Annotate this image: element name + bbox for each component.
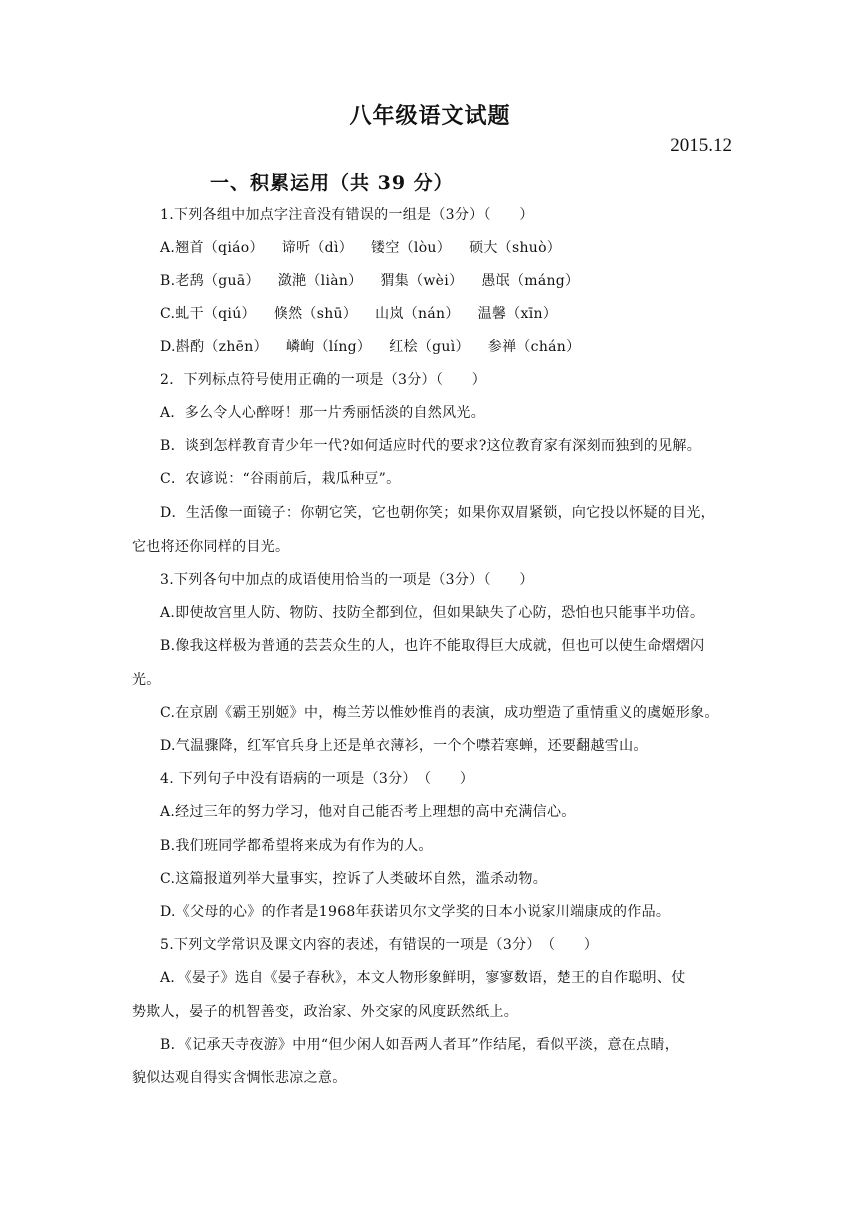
question-4: 4. 下列句子中没有语病的一项是（3分） （ ） [160, 771, 475, 787]
q1-d-item: 嶙峋（líng） [285, 339, 372, 355]
q3-option-d: D.气温骤降，红军官兵身上还是单衣薄衫，一个个噤若寒蝉，还要翻越雪山。 [160, 738, 648, 754]
q1-a-item: A.翘首（qiáo） [160, 240, 264, 256]
q2-option-b: B．谈到怎样教育青少年一代?如何适应时代的要求?这位教育家有深刻而独到的见解。 [160, 438, 701, 454]
exam-date: 2015.12 [670, 135, 732, 156]
q3-option-c: C.在京剧《霸王别姬》中，梅兰芳以惟妙惟肖的表演，成功塑造了重情重义的虞姬形象。 [160, 705, 719, 721]
q4-option-d: D.《父母的心》的作者是1968年获诺贝尔文学奖的日本小说家川端康成的作品。 [160, 904, 671, 920]
q1-option-b [160, 271, 735, 291]
exam-title: 八年级语文试题 [349, 103, 511, 129]
q5-option-b: B．《记承天寺夜游》中用“但少闲人如吾两人者耳”作结尾，看似平淡，意在点睛， [160, 1037, 679, 1053]
q3-option-b: B.像我这样极为普通的芸芸众生的人，也许不能取得巨大成就，但也可以使生命熠熠闪 [160, 638, 705, 654]
q4-option-b: B.我们班同学都希望将来成为有作为的人。 [160, 838, 433, 854]
q1-c-item: 山岚（nán） [375, 306, 460, 322]
q2-option-d-cont: 它也将还你同样的目光。 [132, 539, 290, 555]
q1-d-item: D.斟酌（zhēn） [160, 339, 268, 355]
q4-option-a: A.经过三年的努力学习，他对自己能否考上理想的高中充满信心。 [160, 804, 576, 820]
q5-option-b-cont: 貌似达观自得实含惆怅悲凉之意。 [132, 1070, 347, 1086]
q3-option-b-cont: 光。 [132, 672, 161, 688]
q1-d-item: 红桧（guì） [389, 339, 470, 355]
q2-option-c: C．农谚说：“谷雨前后，栽瓜种豆”。 [160, 471, 401, 487]
q1-a-item: 镂空（lòu） [371, 240, 452, 256]
q1-a-item: 硕大（shuò） [469, 240, 562, 256]
question-3: 3.下列各句中加点的成语使用恰当的一项是（3分）（ ） [160, 572, 534, 588]
q1-b-item: 猬集（wèi） [380, 273, 464, 289]
q3-option-a: A.即使故宫里人防、物防、技防全都到位，但如果缺失了心防，恐怕也只能事半功倍。 [160, 605, 705, 621]
q1-option-c [160, 304, 735, 324]
question-1: 1.下列各组中加点字注音没有错误的一组是（3分）（ ） [160, 207, 534, 223]
q1-b-item: B.老鸹（guā） [160, 273, 260, 289]
q1-c-item: 倏然（shū） [273, 306, 358, 322]
section-heading: 一、积累运用（共 39 分） [210, 172, 454, 194]
q1-c-item: 温馨（xīn） [477, 306, 558, 322]
q2-option-d: D．生活像一面镜子：你朝它笑，它也朝你笑；如果你双眉紧锁，向它投以怀疑的目光， [160, 505, 715, 521]
q1-option-a [160, 238, 735, 258]
q1-c-item: C.虬干（qiú） [160, 306, 256, 322]
q1-option-d [160, 337, 735, 357]
q1-a-item: 谛听（dì） [281, 240, 354, 256]
question-2: 2．下列标点符号使用正确的一项是（3分）（ ） [160, 372, 487, 388]
q1-b-item: 愚氓（máng） [481, 273, 580, 289]
q4-option-c: C.这篇报道列举大量事实，控诉了人类破坏自然，滥杀动物。 [160, 871, 548, 887]
q5-option-a: A．《晏子》选自《晏子春秋》，本文人物形象鲜明，寥寥数语，楚王的自作聪明、仗 [160, 970, 686, 986]
q2-option-a: A．多么令人心醉呀！那一片秀丽恬淡的自然风光。 [160, 405, 486, 421]
question-5: 5.下列文学常识及课文内容的表述，有错误的一项是（3分） （ ） [160, 937, 599, 953]
q1-d-item: 参禅（chán） [487, 339, 581, 355]
q1-b-item: 潋滟（liàn） [277, 273, 363, 289]
q5-option-a-cont: 势欺人，晏子的机智善变，政治家、外交家的风度跃然纸上。 [132, 1004, 519, 1020]
